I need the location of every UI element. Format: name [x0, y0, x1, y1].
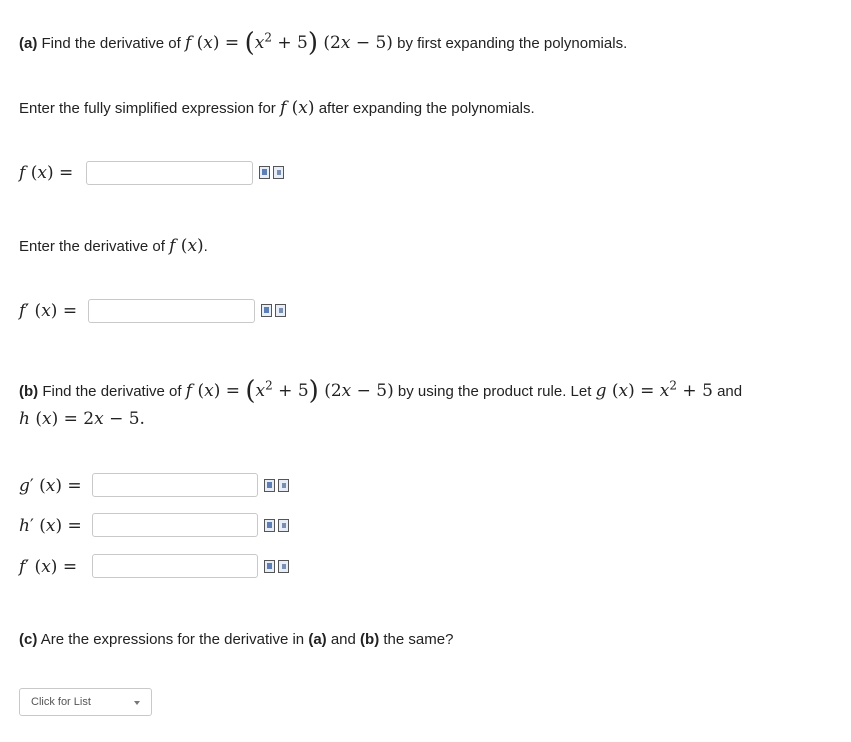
part-b-h-definition: h (x) = 2x − 5.: [19, 409, 145, 429]
gprime-label: g′ (x) =: [19, 476, 82, 496]
fprime-b-row: [19, 554, 77, 580]
fprime-a-label: f′ (x) =: [19, 301, 78, 321]
fprime-b-input[interactable]: [92, 554, 258, 578]
gprime-input[interactable]: [92, 473, 258, 497]
part-a-label: (a): [19, 35, 38, 52]
f-label: f (x) =: [19, 163, 74, 183]
hprime-tools: [264, 519, 289, 532]
part-b-label: (b): [19, 383, 39, 400]
fprime-a-tools: [261, 304, 286, 317]
hprime-input[interactable]: [92, 513, 258, 537]
chevron-down-icon: [134, 701, 140, 705]
fprime-b-tools: [264, 560, 289, 573]
help-icon[interactable]: [278, 479, 289, 492]
fprime-b-label: f′ (x) =: [19, 557, 78, 577]
part-a-suffix: by first expanding the polynomials.: [397, 35, 628, 52]
preview-icon[interactable]: [264, 560, 275, 573]
preview-icon[interactable]: [261, 304, 272, 317]
dropdown-selected-value: Click for List: [31, 696, 91, 708]
preview-icon[interactable]: [259, 166, 270, 179]
part-c-answer-dropdown[interactable]: [19, 688, 152, 716]
part-a-function-expression: f $(x) = (x^2 + 5) (2x - 5)$: [184, 28, 393, 58]
preview-icon[interactable]: [264, 519, 275, 532]
help-icon[interactable]: [278, 560, 289, 573]
f-row: [19, 160, 73, 186]
part-b-question: (b) Find the derivative of f $(x) = (x^2 + 5) (2x - 5)$ by using the product rule. Let g $(x) = x^2 + 5$ and: [19, 376, 743, 406]
preview-icon[interactable]: [264, 479, 275, 492]
part-a-derivative-prompt: Enter the derivative of f (x).: [19, 236, 208, 256]
help-icon[interactable]: [275, 304, 286, 317]
help-icon[interactable]: [273, 166, 284, 179]
f-tools: [259, 166, 284, 179]
help-icon[interactable]: [278, 519, 289, 532]
hprime-label: h′ (x) =: [19, 516, 82, 536]
hprime-row: [19, 513, 82, 539]
gprime-tools: [264, 479, 289, 492]
gprime-row: [19, 473, 82, 499]
part-a-intro: Find the derivative of: [41, 35, 181, 52]
part-a-question: [19, 28, 628, 58]
f-expression-input[interactable]: [86, 161, 253, 185]
part-c-question: (c) Are the expressions for the derivative in (a) and (b) the same?: [19, 631, 454, 648]
fprime-a-row: [19, 298, 77, 324]
part-c-label: (c): [19, 631, 38, 648]
fprime-a-input[interactable]: [88, 299, 255, 323]
part-a-expand-prompt: Enter the fully simplified expression for f (x) after expanding the polynomials.: [19, 98, 535, 118]
